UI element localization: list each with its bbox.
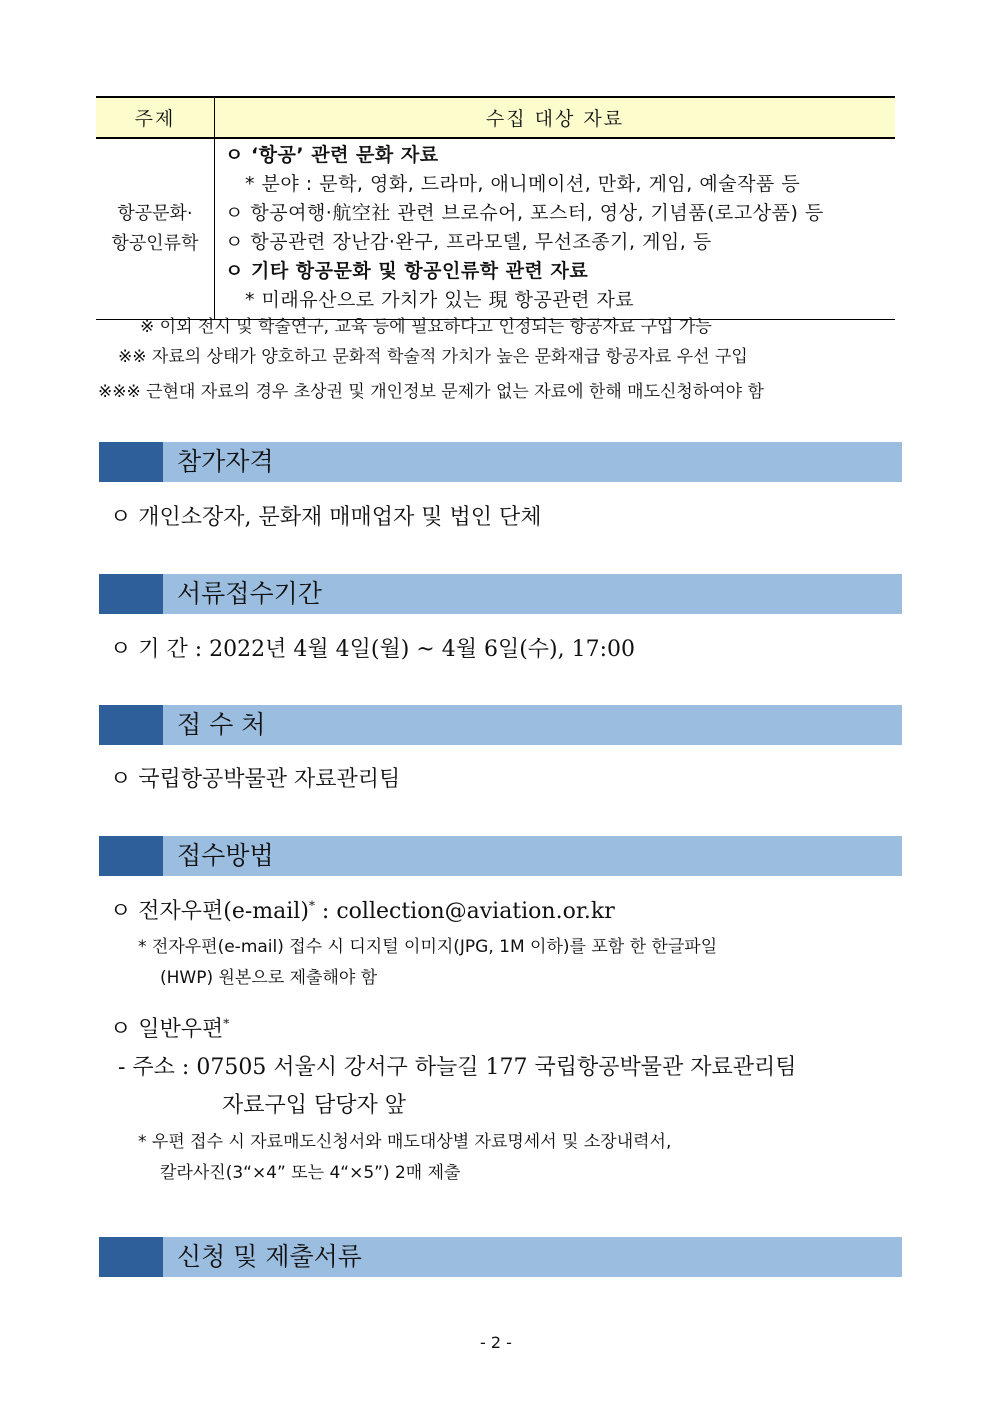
- section-title: 접수방법: [177, 841, 274, 870]
- email-value: : collection@aviation.or.kr: [314, 899, 615, 924]
- section-marker: [99, 574, 163, 614]
- section-marker: [99, 836, 163, 876]
- material-row: ㅇ 항공여행·航空社 관련 브로슈어, 포스터, 영상, 기념품(로고상품) 등: [225, 202, 824, 224]
- section-period: [99, 574, 902, 614]
- email-item: [110, 894, 615, 925]
- material-row: ㅇ 기타 항공문화 및 항공인류학 관련 자료: [225, 260, 589, 282]
- email-note-line2: (HWP) 원본으로 제출해야 함: [160, 968, 378, 988]
- note-2: ※※ 자료의 상태가 양호하고 문화적 학술적 가치가 높은 문화재급 항공자료 우선 구입: [118, 347, 748, 367]
- topic-line1: 항공문화·: [117, 203, 193, 224]
- section-eligibility: [99, 442, 902, 482]
- material-row: ㅇ ‘항공’ 관련 문화 자료: [225, 144, 439, 166]
- post-note-line2: 칼라사진(3“×4” 또는 4“×5”) 2매 제출: [160, 1163, 461, 1183]
- email-sup: *: [308, 898, 315, 913]
- section-title: 접 수 처: [177, 710, 266, 739]
- post-sup: *: [223, 1016, 230, 1031]
- eligibility-item: ㅇ 개인소장자, 문화재 매매업자 및 법인 단체: [110, 505, 542, 530]
- email-note-line1: * 전자우편(e-mail) 접수 시 디지털 이미지(JPG, 1M 이하)를 포함 한 한글파일: [138, 937, 718, 957]
- post-item: [110, 1012, 229, 1043]
- section-place: [99, 705, 902, 745]
- section-marker: [99, 442, 163, 482]
- post-label: ㅇ 일반우편: [110, 1017, 224, 1042]
- section-marker: [99, 1237, 163, 1277]
- address-line2: 자료구입 담당자 앞: [222, 1093, 407, 1118]
- collection-table: [96, 96, 895, 320]
- section-method: [99, 836, 902, 876]
- address-line1: - 주소 : 07505 서울시 강서구 하늘길 177 국립항공박물관 자료관리팀: [118, 1055, 797, 1080]
- place-item: ㅇ 국립항공박물관 자료관리팀: [110, 767, 401, 792]
- section-title: 서류접수기간: [177, 579, 322, 608]
- note-1: ※ 이외 전시 및 학술연구, 교육 등에 필요하다고 인정되는 항공자료 구입 가능: [140, 317, 712, 337]
- email-label: ㅇ 전자우편(e-mail): [110, 899, 309, 924]
- material-row: * 분야 : 문학, 영화, 드라마, 애니메이션, 만화, 게임, 예술작품 등: [245, 173, 801, 195]
- section-documents: [99, 1237, 902, 1277]
- topic-line2: 항공인류학: [111, 233, 199, 254]
- section-title: 신청 및 제출서류: [177, 1242, 362, 1271]
- period-item: ㅇ 기 간 : 2022년 4월 4일(월) ~ 4월 6일(수), 17:00: [110, 637, 636, 662]
- material-row: * 미래유산으로 가치가 있는 現 항공관련 자료: [245, 289, 635, 311]
- material-row: ㅇ 항공관련 장난감·완구, 프라모델, 무선조종기, 게임, 등: [225, 231, 712, 253]
- note-3: ※※※ 근현대 자료의 경우 초상권 및 개인정보 문제가 없는 자료에 한해 매도신청하여야 함: [98, 382, 764, 402]
- materials-cell: [215, 138, 896, 320]
- section-title: 참가자격: [177, 447, 274, 476]
- section-marker: [99, 705, 163, 745]
- post-note-line1: * 우편 접수 시 자료매도신청서와 매도대상별 자료명세서 및 소장내력서,: [138, 1132, 672, 1152]
- header-topic: 주제: [96, 97, 215, 138]
- page-number: - 2 -: [480, 1333, 512, 1352]
- header-materials: 수집 대상 자료: [215, 97, 896, 138]
- topic-cell: [96, 138, 215, 320]
